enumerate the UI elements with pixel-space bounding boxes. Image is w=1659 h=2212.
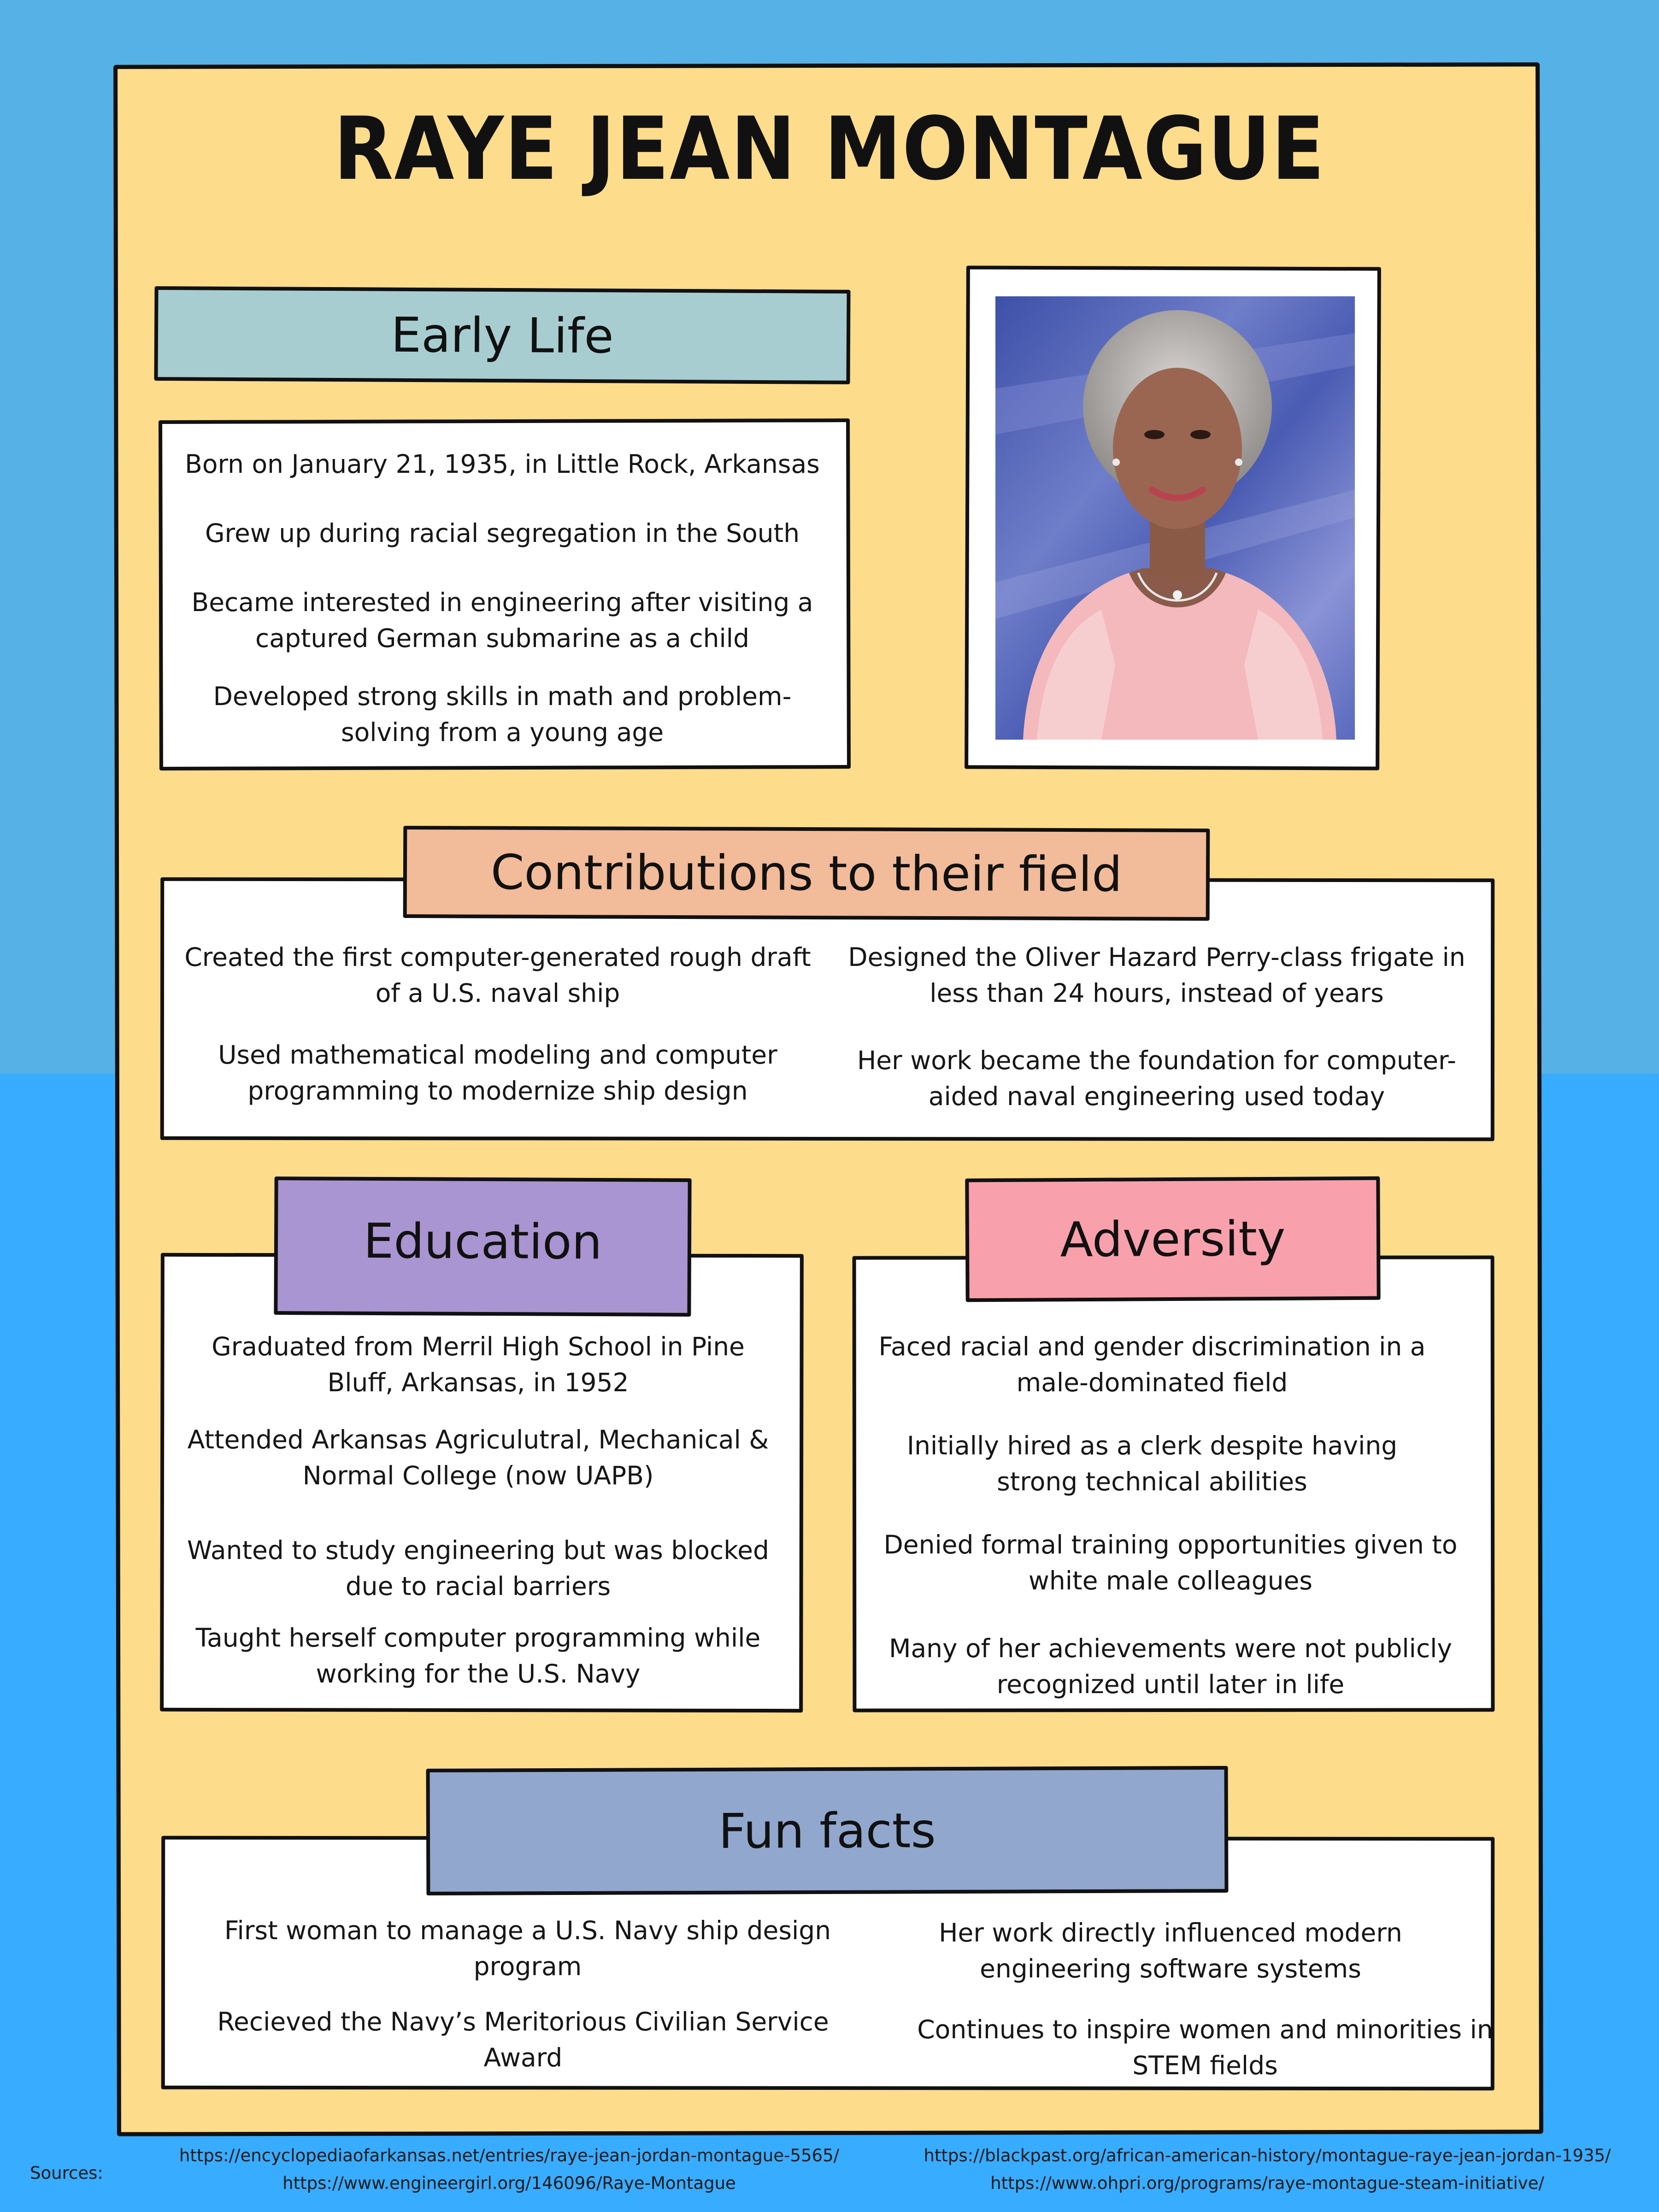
education-item: Attended Arkansas Agriculutral, Mechanical & Normal College (now UAPB) (187, 1425, 769, 1490)
fun-facts-item: Recieved the Navy’s Meritorious Civilian Service Award (217, 2007, 829, 2072)
portrait-photo (995, 296, 1355, 740)
adversity-item: Many of her achievements were not publicly recognized until later in life (888, 1634, 1453, 1699)
contributions-item: Created the first computer-generated rough draft of a U.S. naval ship (184, 942, 811, 1008)
contributions-item: Her work became the foundation for computer-aided naval engineering used today (857, 1046, 1457, 1111)
source-link[interactable]: https://www.engineergirl.org/146096/Raye-Montague (282, 2173, 736, 2193)
early-life-item: Born on January 21, 1935, in Little Rock, Arkansas (185, 449, 820, 479)
adversity-item: Initially hired as a clerk despite having strong technical abilities (906, 1431, 1398, 1496)
fun-facts-item: Continues to inspire women and minorities in STEM fields (917, 2015, 1493, 2080)
early-life-item: Became interested in engineering after visiting a captured German submarine as a child (191, 588, 813, 653)
fun-facts-heading: Fun facts (718, 1802, 936, 1859)
sources-label: Sources: (30, 2163, 103, 2183)
adversity-item: Denied formal training opportunities given to white male colleagues (883, 1530, 1458, 1595)
source-link[interactable]: https://blackpast.org/african-american-history/montague-raye-jean-jordan-1935/ (924, 2146, 1611, 2165)
education-item: Wanted to study engineering but was blocked due to racial barriers (187, 1535, 769, 1601)
education-header (274, 1177, 691, 1317)
education-heading: Education (363, 1212, 602, 1271)
fun-facts-header (426, 1766, 1229, 1895)
portrait-image (995, 296, 1355, 740)
early-life-item: Grew up during racial segregation in the South (205, 518, 800, 548)
early-life-item: Developed strong skills in math and problem-solving from a young age (213, 682, 792, 747)
early-life-heading: Early Life (391, 306, 614, 364)
fun-facts-item: First woman to manage a U.S. Navy ship design program (224, 1916, 831, 1981)
early-life-header (154, 286, 850, 384)
adversity-header (965, 1177, 1380, 1302)
fun-facts-item: Her work directly influenced modern engineering software systems (939, 1918, 1402, 1983)
education-item: Taught herself computer programming while working for the U.S. Navy (195, 1623, 761, 1688)
adversity-item: Faced racial and gender discrimination in a male-dominated field (878, 1332, 1426, 1397)
page-title: RAYE JEAN MONTAGUE (334, 98, 1325, 200)
source-link[interactable]: https://encyclopediaofarkansas.net/entries/raye-jean-jordan-montague-5565/ (179, 2146, 840, 2165)
contributions-item: Designed the Oliver Hazard Perry-class frigate in less than 24 hours, instead of years (848, 942, 1465, 1008)
education-item: Graduated from Merril High School in Pine Bluff, Arkansas, in 1952 (212, 1332, 745, 1397)
contributions-header (403, 826, 1210, 921)
adversity-heading: Adversity (1060, 1210, 1286, 1268)
contributions-item: Used mathematical modeling and computer programming to modernize ship design (218, 1040, 777, 1106)
source-link[interactable]: https://www.ohpri.org/programs/raye-montague-steam-initiative/ (990, 2173, 1544, 2193)
contributions-heading: Contributions to their field (490, 844, 1123, 903)
